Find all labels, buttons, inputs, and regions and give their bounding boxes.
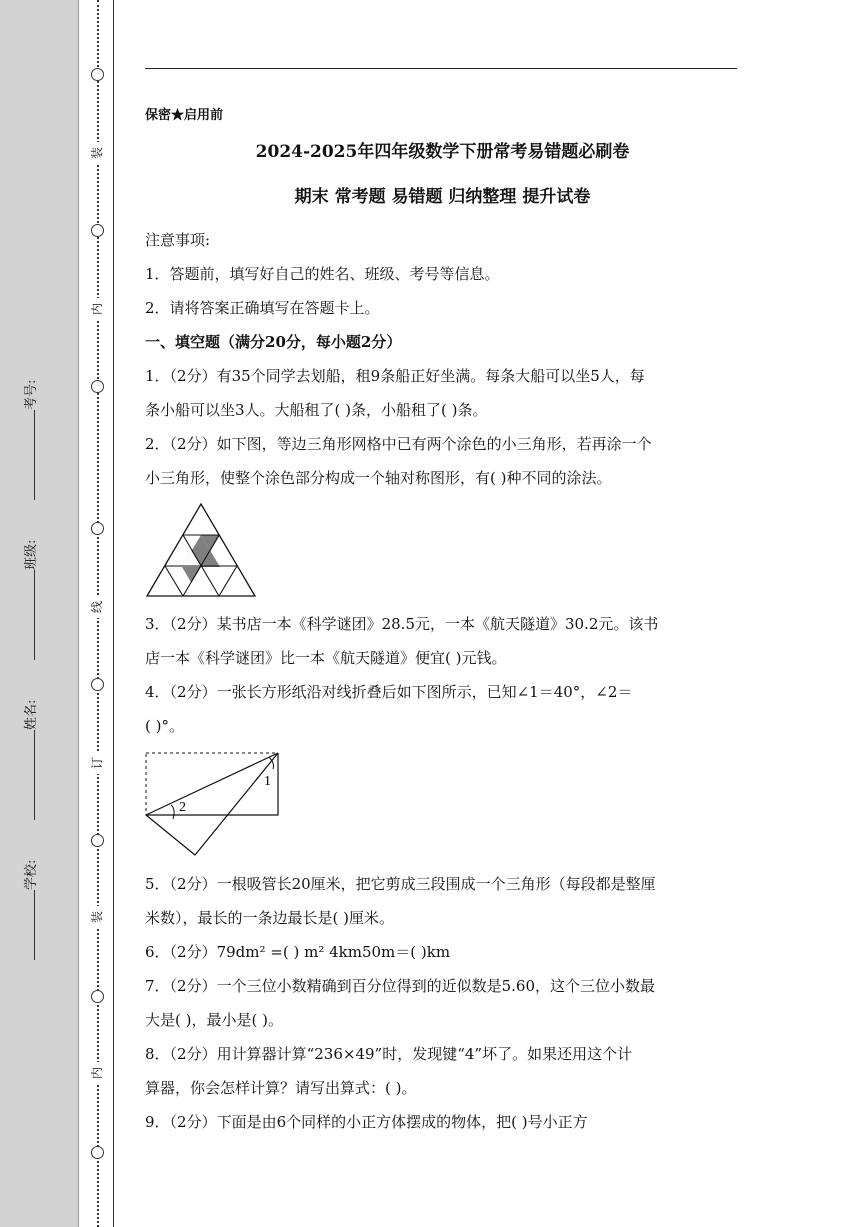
fold-line: [146, 753, 278, 815]
angle-2-label: 2: [179, 800, 186, 815]
class-blank: [34, 570, 35, 660]
binding-char: 内: [88, 298, 106, 320]
question-6: 6．（2分）79dm² =( ) m² 4km50m＝( )km: [145, 943, 451, 961]
binding-hole: [91, 990, 104, 1003]
question-1-cont: 条小船可以坐3人。大船租了( )条，小船租了( )条。: [145, 401, 488, 419]
triangle-grid-figure: [145, 501, 257, 599]
question-1: 1．（2分）有35个同学去划船，租9条船正好坐满。每条大船可以坐5人，每: [145, 367, 645, 385]
question-4: 4．（2分）一张长方形纸沿对线折叠后如下图所示，已知∠1＝40°，∠2＝: [145, 683, 633, 701]
name-label: 姓名:: [24, 699, 39, 730]
binding-hole: [91, 678, 104, 691]
binding-hole: [91, 522, 104, 535]
name-field[interactable]: [20, 699, 39, 820]
question-7: 7．（2分）一个三位小数精确到百分位得到的近似数是5.60，这个三位小数最: [145, 977, 655, 995]
binding-char: 线: [88, 596, 106, 618]
binding-hole: [91, 224, 104, 237]
question-3: 3．（2分）某书店一本《科学谜团》28.5元，一本《航天隧道》30.2元。该书: [145, 615, 659, 633]
secret-mark: 保密★启用前: [145, 108, 224, 123]
header-rule: [145, 68, 737, 69]
class-label: 班级:: [24, 539, 39, 570]
school-field[interactable]: [20, 859, 39, 960]
section-heading: 一、填空题（满分20分，每小题2分）: [145, 333, 402, 351]
binding-char: 订: [88, 752, 106, 774]
note-item: 2．请将答案正确填写在答题卡上。: [145, 299, 380, 317]
question-8-cont: 算器，你会怎样计算？请写出算式：( )。: [145, 1079, 417, 1097]
exam-subtitle: 期末 常考题 易错题 归纳整理 提升试卷: [294, 187, 591, 207]
folded-rectangle-figure: [145, 749, 285, 859]
school-blank: [34, 890, 35, 960]
question-7-cont: 大是( )，最小是( )。: [145, 1011, 283, 1029]
binding-hole: [91, 68, 104, 81]
angle-2-arc: [171, 805, 174, 819]
name-blank: [34, 730, 35, 820]
question-4-cont: ( )°。: [145, 717, 184, 735]
binding-char: 装: [88, 142, 106, 164]
question-5-cont: 米数），最长的一条边最长是( )厘米。: [145, 909, 394, 927]
binding-hole: [91, 380, 104, 393]
id-field[interactable]: [20, 379, 39, 500]
id-label: 考号:: [24, 379, 39, 410]
angle-1-label: 1: [264, 774, 271, 789]
question-2: 2．（2分）如下图，等边三角形网格中已有两个涂色的小三角形，若再涂一个: [145, 435, 652, 453]
binding-rule: [113, 0, 114, 1227]
school-label: 学校:: [24, 859, 39, 890]
question-3-cont: 店一本《科学谜团》比一本《航天隧道》便宜( )元钱。: [145, 649, 507, 667]
binding-char: 装: [88, 906, 106, 928]
id-blank: [34, 410, 35, 500]
exam-title: 2024-2025年四年级数学下册常考易错题必刷卷: [255, 142, 630, 162]
class-field[interactable]: [20, 539, 39, 660]
question-2-cont: 小三角形，使整个涂色部分构成一个轴对称图形，有( )种不同的涂法。: [145, 469, 612, 487]
grid-line: [165, 566, 183, 596]
exam-content: [145, 100, 740, 1139]
binding-char: 内: [88, 1062, 106, 1084]
folded-flap: [146, 753, 278, 855]
note-item: 1．答题前，填写好自己的姓名、班级、考号等信息。: [145, 265, 500, 283]
grid-line: [219, 566, 237, 596]
binding-margin: [0, 0, 79, 1227]
notes-heading: 注意事项:: [145, 231, 211, 249]
binding-hole: [91, 1146, 104, 1159]
question-8: 8．（2分）用计算器计算“236×49”时，发现键“4”坏了。如果还用这个计: [145, 1045, 633, 1063]
binding-hole: [91, 834, 104, 847]
question-5: 5．（2分）一根吸管长20厘米，把它剪成三段围成一个三角形（每段都是整厘: [145, 875, 656, 893]
question-9: 9．（2分）下面是由6个同样的小正方体摆成的物体，把( )号小正方: [145, 1113, 588, 1131]
